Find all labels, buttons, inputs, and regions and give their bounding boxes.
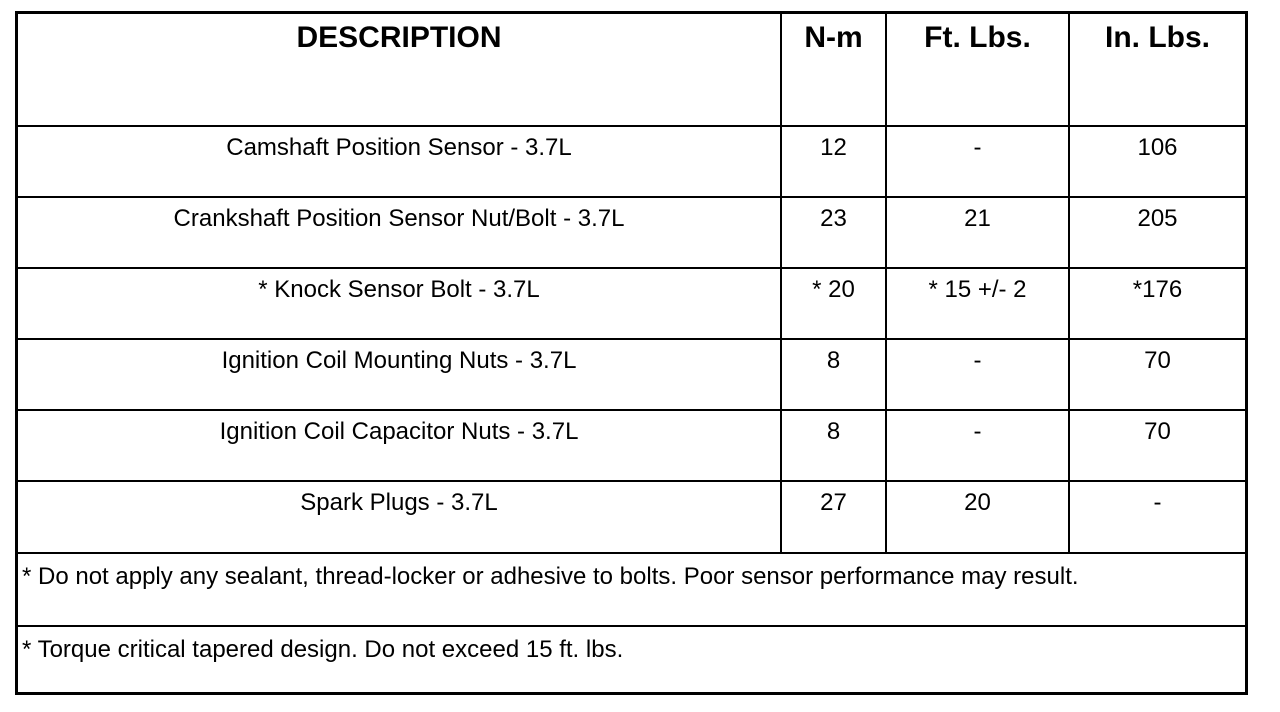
table-row <box>18 339 1245 410</box>
row-nm: 23 <box>781 197 886 268</box>
row-description: Camshaft Position Sensor - 3.7L <box>18 126 781 197</box>
row-nm: * 20 <box>781 268 886 339</box>
row-description: Ignition Coil Capacitor Nuts - 3.7L <box>18 410 781 481</box>
row-ft-lbs: - <box>886 410 1069 481</box>
row-description: Crankshaft Position Sensor Nut/Bolt - 3.7L <box>18 197 781 268</box>
torque-table <box>18 14 1245 552</box>
row-nm: 8 <box>781 339 886 410</box>
row-description: Ignition Coil Mounting Nuts - 3.7L <box>18 339 781 410</box>
row-in-lbs: 70 <box>1069 410 1245 481</box>
row-ft-lbs: 21 <box>886 197 1069 268</box>
header-in-lbs: In. Lbs. <box>1069 14 1245 126</box>
table-row <box>18 197 1245 268</box>
table-row <box>18 126 1245 197</box>
header-nm: N-m <box>781 14 886 126</box>
row-description: * Knock Sensor Bolt - 3.7L <box>18 268 781 339</box>
row-in-lbs: 205 <box>1069 197 1245 268</box>
row-nm: 12 <box>781 126 886 197</box>
row-description: Spark Plugs - 3.7L <box>18 481 781 552</box>
row-in-lbs: - <box>1069 481 1245 552</box>
table-row <box>18 410 1245 481</box>
row-ft-lbs: - <box>886 339 1069 410</box>
row-ft-lbs: - <box>886 126 1069 197</box>
row-in-lbs: 106 <box>1069 126 1245 197</box>
header-description: DESCRIPTION <box>18 14 781 126</box>
row-ft-lbs: * 15 +/- 2 <box>886 268 1069 339</box>
table-row <box>18 481 1245 552</box>
header-ft-lbs: Ft. Lbs. <box>886 14 1069 126</box>
torque-specification-table <box>15 11 1248 695</box>
row-in-lbs: 70 <box>1069 339 1245 410</box>
footnotes <box>18 552 1245 696</box>
row-nm: 8 <box>781 410 886 481</box>
row-ft-lbs: 20 <box>886 481 1069 552</box>
footnote-sealant: * Do not apply any sealant, thread-locker or adhesive to bolts. Poor sensor performance may result. <box>22 563 1079 590</box>
row-in-lbs: *176 <box>1069 268 1245 339</box>
footnote-torque-critical: * Torque critical tapered design. Do not exceed 15 ft. lbs. <box>18 625 1245 696</box>
table-row <box>18 268 1245 339</box>
header-row <box>18 14 1245 126</box>
row-nm: 27 <box>781 481 886 552</box>
